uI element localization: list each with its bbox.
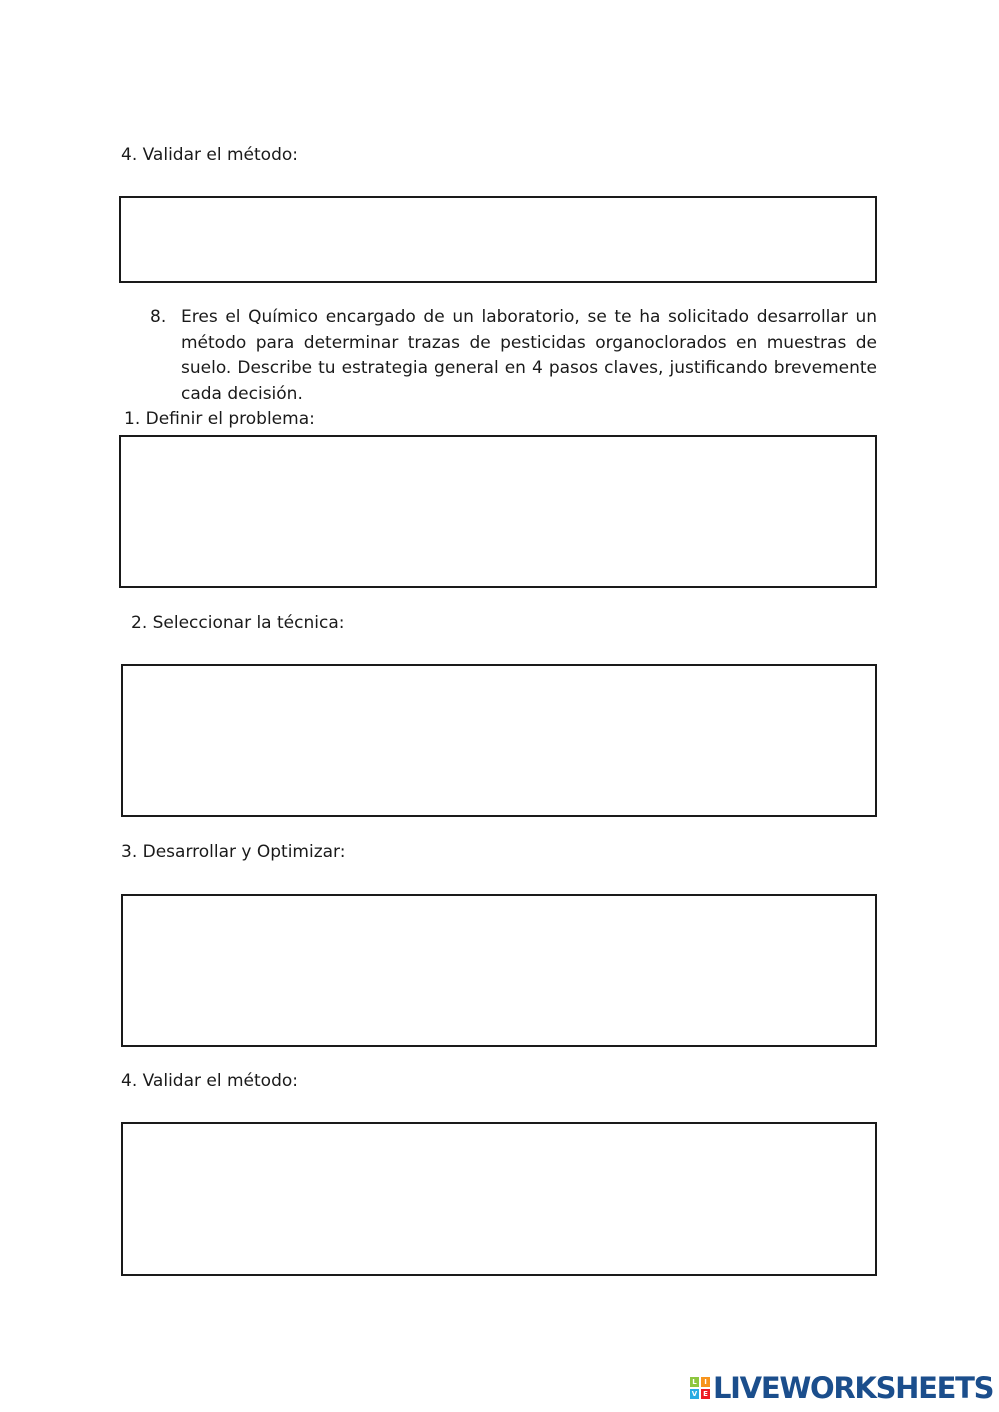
liveworksheets-logo: [690, 1373, 993, 1403]
question-8: [150, 305, 877, 407]
step-2-label: 2. Seleccionar la técnica:: [131, 613, 345, 633]
top-validar-answer-box[interactable]: [119, 196, 877, 283]
question-text: Eres el Químico encargado de un laboratorio, se te ha solicitado desarrollar un método para determinar trazas de pesticidas organoclorados en muestras de suelo. Describe tu estrategia general en 4 pasos claves, justificando brevemente cada decisión.: [181, 307, 877, 404]
logo-mark-letter: L: [690, 1377, 699, 1387]
step-4-label: 4. Validar el método:: [121, 1071, 298, 1091]
logo-mark-letter: I: [701, 1377, 710, 1387]
logo-mark-letter: V: [691, 1390, 698, 1398]
liveworksheets-logo-mark: [690, 1377, 710, 1399]
step-3-label: 3. Desarrollar y Optimizar:: [121, 842, 346, 862]
question-number: 8.: [150, 307, 167, 327]
step-2-answer-box[interactable]: [121, 664, 877, 817]
top-validar-label: 4. Validar el método:: [121, 145, 298, 165]
step-1-answer-box[interactable]: [119, 435, 877, 588]
logo-mark-letter: E: [701, 1389, 710, 1399]
step-4-answer-box[interactable]: [121, 1122, 877, 1276]
liveworksheets-logo-text: LIVEWORKSHEETS: [713, 1371, 994, 1405]
step-1-label: 1. Definir el problema:: [124, 409, 315, 429]
step-3-answer-box[interactable]: [121, 894, 877, 1047]
